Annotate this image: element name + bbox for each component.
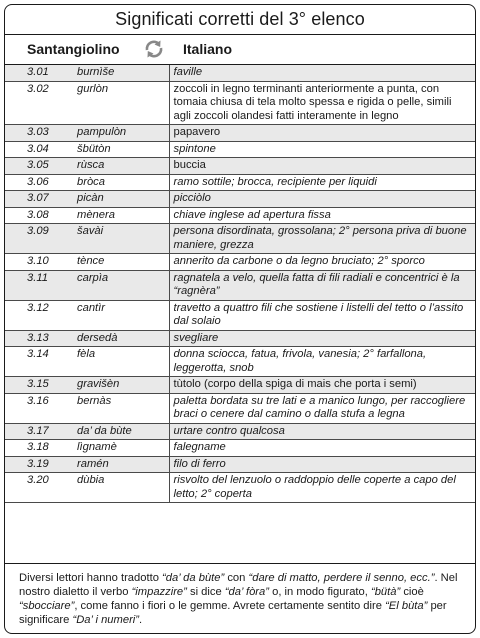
entry-number: 3.10 (27, 255, 49, 267)
italian-meaning: falegname (169, 440, 475, 457)
dialect-cell (5, 440, 169, 457)
italian-meaning: tùtolo (corpo della spiga di mais che porta i semi) (169, 377, 475, 394)
italian-meaning: donna sciocca, fatua, frivola, vanesia; 2° farfallona, leggerotta, snob (169, 347, 475, 377)
table-row (5, 473, 475, 503)
dialect-word: bròca (77, 175, 105, 188)
note-text: o, in modo figurato, (268, 586, 371, 598)
note-text: . Nel nostro dialetto il verbo (19, 572, 458, 598)
table-row (5, 174, 475, 191)
entry-number: 3.16 (27, 394, 49, 407)
italian-meaning: ramo sottile; brocca, recipiente per liquidi (169, 174, 475, 191)
note-text: Diversi lettori hanno tradotto (19, 572, 163, 584)
note-quote: “dare di matto, perdere il senno, ecc.” (248, 572, 435, 584)
italian-meaning: chiave inglese ad apertura fissa (169, 207, 475, 224)
dialect-cell (5, 347, 169, 377)
table-row (5, 330, 475, 347)
dialect-word: gravišèn (77, 378, 120, 390)
table-row (5, 224, 475, 254)
note-quote: “bütà” (370, 586, 401, 598)
dialect-word: dùbia (77, 474, 105, 486)
dialect-word: rùsca (77, 159, 105, 171)
italian-meaning: persona disordinata, grossolana; 2° persona priva di buone maniere, grezza (169, 224, 475, 254)
table-row (5, 254, 475, 271)
dialect-cell (5, 330, 169, 347)
entry-number: 3.02 (27, 82, 49, 95)
footnote (5, 563, 475, 633)
table-row (5, 347, 475, 377)
dialect-cell (5, 191, 169, 208)
entry-number: 3.07 (27, 192, 49, 204)
entry-number: 3.04 (27, 142, 49, 155)
table-row (5, 141, 475, 158)
swap-arrows-icon (143, 38, 165, 60)
entry-number: 3.12 (27, 301, 49, 314)
italian-meaning: buccia (169, 158, 475, 175)
dialect-word: cantìr (77, 301, 105, 314)
table-row (5, 207, 475, 224)
italian-meaning: faville (169, 65, 475, 81)
dialect-cell (5, 224, 169, 254)
entry-number: 3.13 (27, 331, 49, 344)
dialect-word: bernàs (77, 394, 112, 407)
entry-number: 3.18 (27, 441, 49, 453)
dialect-word: burnìše (77, 66, 115, 78)
note-quote: “da’ fòra” (224, 586, 269, 598)
dialect-word: carpìa (77, 271, 109, 284)
dialect-cell (5, 174, 169, 191)
dialect-word: picàn (77, 192, 104, 204)
table-row (5, 393, 475, 423)
entry-number: 3.06 (27, 175, 49, 188)
italian-meaning: spintone (169, 141, 475, 158)
dialect-word: ramén (77, 457, 109, 470)
dialect-cell (5, 254, 169, 271)
table-row (5, 65, 475, 81)
table-row (5, 300, 475, 330)
italian-meaning: zoccoli in legno terminanti anteriormente a punta, con tomaia chiusa di tela molto spessa e rigida o pelle, simili agli zoccoli olandesi fatti interamente in legno (169, 81, 475, 125)
entry-number: 3.20 (27, 474, 49, 486)
table-row (5, 377, 475, 394)
table-row (5, 440, 475, 457)
dialect-cell (5, 270, 169, 300)
italian-meaning: risvolto del lenzuolo o raddoppio delle coperte a capo del letto; 2° coperta (169, 473, 475, 503)
glossary-table (5, 65, 475, 503)
dialect-cell (5, 65, 169, 81)
italian-meaning: svegliare (169, 330, 475, 347)
note-text: con (224, 572, 249, 584)
table-row (5, 456, 475, 473)
dialect-cell (5, 158, 169, 175)
dialect-word: fèla (77, 348, 96, 360)
dialect-word: pampulòn (77, 126, 127, 138)
italian-meaning: filo di ferro (169, 456, 475, 473)
article-box (4, 4, 476, 634)
page-title: Significati corretti del 3° elenco (5, 5, 475, 35)
dialect-cell (5, 300, 169, 330)
entry-number: 3.17 (27, 424, 49, 437)
header-santangiolino: Santangiolino (27, 41, 120, 57)
dialect-cell (5, 377, 169, 394)
entry-number: 3.11 (27, 271, 48, 284)
note-text: , come fanno i fiori o le gemme. Avrete certamente sentito dire (74, 600, 386, 612)
note-quote: “Da’ i numeri” (72, 614, 140, 626)
entry-number: 3.05 (27, 159, 49, 171)
italian-meaning: picciòlo (169, 191, 475, 208)
note-text: . (139, 614, 143, 626)
table-row (5, 158, 475, 175)
dialect-cell (5, 423, 169, 440)
dialect-word: šbütòn (77, 142, 111, 155)
note-text: cioè (400, 586, 424, 598)
dialect-cell (5, 207, 169, 224)
dialect-cell (5, 81, 169, 125)
entry-number: 3.14 (27, 348, 49, 360)
italian-meaning: papavero (169, 125, 475, 142)
table-row (5, 125, 475, 142)
entry-number: 3.19 (27, 457, 49, 470)
note-quote: “da’ da bùte” (162, 572, 225, 584)
dialect-word: lìgnamè (77, 441, 117, 453)
entry-number: 3.15 (27, 378, 49, 390)
table-row (5, 191, 475, 208)
dialect-word: gurlòn (77, 82, 109, 95)
note-quote: “sbocciare” (19, 600, 75, 612)
italian-meaning: ragnatela a velo, quella fatta di fili radiali e concentrici è la “ragnèra” (169, 270, 475, 300)
dialect-word: da’ da bùte (77, 424, 132, 437)
entry-number: 3.08 (27, 208, 49, 221)
entry-number: 3.09 (27, 225, 49, 237)
header-italiano: Italiano (183, 41, 233, 57)
note-text: per significare (19, 600, 447, 626)
dialect-word: tènce (77, 255, 105, 267)
column-header (5, 35, 475, 65)
dialect-cell (5, 141, 169, 158)
italian-meaning: urtare contro qualcosa (169, 423, 475, 440)
note-quote: “impazzire” (131, 586, 187, 598)
note-quote: “El bùta” (385, 600, 428, 612)
entry-number: 3.01 (27, 66, 49, 78)
dialect-word: mènera (77, 208, 115, 221)
dialect-cell (5, 473, 169, 503)
dialect-cell (5, 125, 169, 142)
italian-meaning: paletta bordata su tre lati e a manico lungo, per raccogliere braci o cenere dal camino o dalla stufa a legna (169, 393, 475, 423)
table-row (5, 270, 475, 300)
italian-meaning: travetto a quattro fili che sostiene i listelli del tetto o l’assito dal solaio (169, 300, 475, 330)
table-row (5, 423, 475, 440)
dialect-word: šavài (77, 225, 104, 237)
note-text: si dice (186, 586, 225, 598)
dialect-word: dersedà (77, 331, 118, 344)
dialect-cell (5, 393, 169, 423)
dialect-cell (5, 456, 169, 473)
entry-number: 3.03 (27, 126, 49, 138)
table-row (5, 81, 475, 125)
italian-meaning: annerito da carbone o da legno bruciato; 2° sporco (169, 254, 475, 271)
